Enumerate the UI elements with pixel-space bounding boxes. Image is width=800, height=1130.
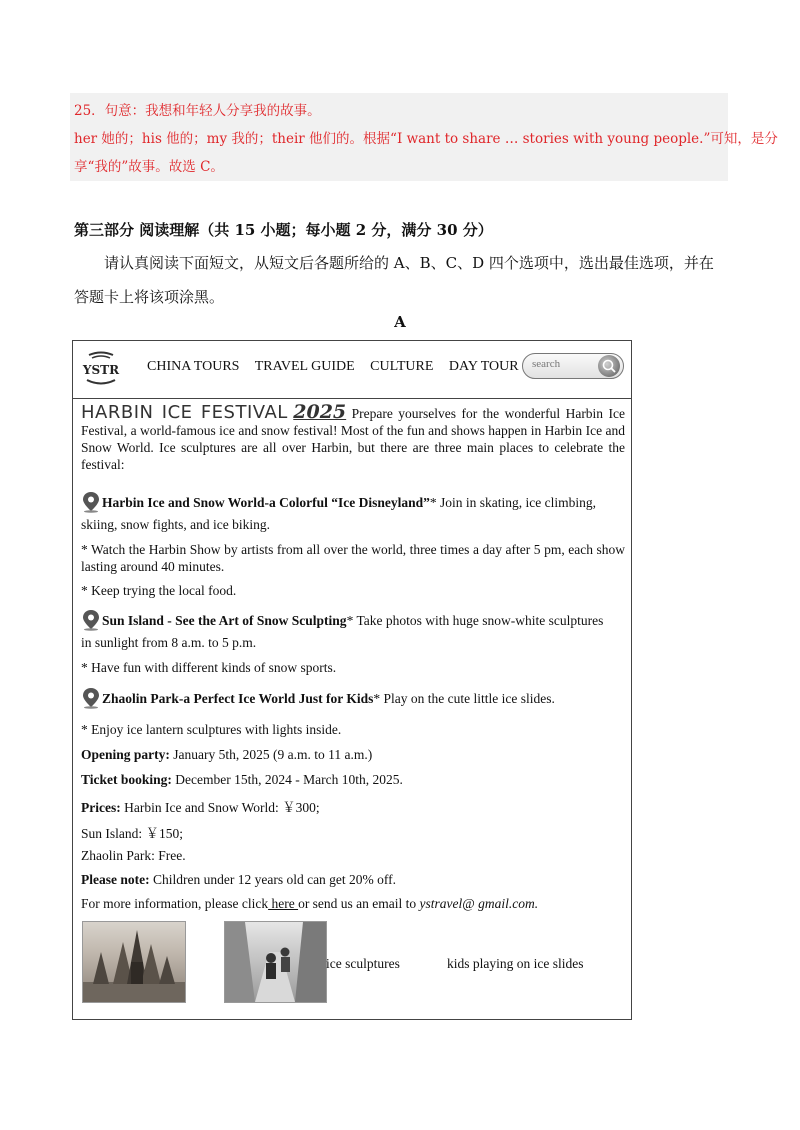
kids-on-ice-slides-photo bbox=[224, 921, 327, 1003]
more-information bbox=[81, 896, 538, 912]
nav-china-tours[interactable]: CHINA TOURS bbox=[147, 359, 240, 374]
nav-travel-guide[interactable]: TRAVEL GUIDE bbox=[254, 359, 355, 374]
place3-name: Zhaolin Park-a Perfect Ice World Just for Kids bbox=[102, 691, 374, 706]
location-pin-icon bbox=[81, 687, 101, 713]
price-zhaolin-park: Zhaolin Park: Free. bbox=[81, 848, 186, 863]
place2-item2: * Have fun with different kinds of snow sports. bbox=[81, 660, 337, 675]
place1-name: Harbin Ice and Snow World-a Colorful “Ice Disneyland” bbox=[102, 495, 430, 510]
answer-explanation-box bbox=[70, 93, 778, 181]
location-pin-icon bbox=[81, 609, 101, 635]
ticket-label: Ticket booking: bbox=[81, 772, 172, 787]
prices bbox=[81, 796, 320, 816]
place1-item1-cont: skiing, snow fights, and ice biking. bbox=[81, 517, 270, 532]
caption-ice-sculptures: ice sculptures bbox=[326, 956, 400, 971]
here-link[interactable]: here bbox=[268, 896, 299, 911]
place3-item1: * Play on the cute little ice slides. bbox=[373, 691, 555, 706]
place3-item2: * Enjoy ice lantern sculptures with lights inside. bbox=[81, 722, 342, 737]
place2-item1-cont: in sunlight from 8 a.m. to 5 p.m. bbox=[81, 635, 257, 650]
ystr-logo[interactable] bbox=[81, 349, 121, 389]
price-sun-island: Sun Island: ￥150; bbox=[81, 826, 184, 841]
note-value: Children under 12 years old can get 20% off. bbox=[149, 872, 397, 887]
place1-item2: * Watch the Harbin Show by artists from all over the world, three times a day after 5 pm, each show lasting around 40 minutes. bbox=[81, 542, 625, 574]
nav-day-tour[interactable]: DAY TOUR bbox=[448, 359, 519, 374]
prices-value: Harbin Ice and Snow World: ￥300; bbox=[120, 800, 320, 815]
please-note bbox=[81, 872, 396, 888]
note-label: Please note: bbox=[81, 872, 150, 887]
festival-title: HARBIN ICE FESTIVAL bbox=[81, 402, 288, 423]
caption-kids-ice-slides: kids playing on ice slides bbox=[447, 956, 584, 971]
search-icon[interactable] bbox=[598, 355, 620, 377]
place1-heading bbox=[81, 491, 596, 517]
intro-text: Prepare yourselves for the wonderful Harbin Ice Festival, a world-famous ice and snow festival! Most of the fun and shows happen in Harbin Ice and Snow World. Ice sculptures are all over Harbin, but there are three main places to celebrate the festival: bbox=[81, 406, 625, 472]
location-pin-icon bbox=[81, 491, 101, 517]
more-info-text: For more information, please click bbox=[81, 896, 269, 911]
search-placeholder: search bbox=[532, 358, 561, 370]
section-instruction: 请认真阅读下面短文，从短文后各题所给的 A、B、C、D 四个选项中，选出最佳选项，并在答题卡上将该项涂黑。 bbox=[74, 254, 714, 306]
opening-value: January 5th, 2025 (9 a.m. to 11 a.m.) bbox=[169, 747, 373, 762]
opening-party bbox=[81, 747, 372, 763]
email-address[interactable]: ystravel@ gmail.com. bbox=[419, 896, 539, 911]
answer-line-3: 享“我的”故事。故选 C。 bbox=[74, 159, 224, 175]
festival-year: 2025 bbox=[293, 401, 347, 423]
intro-paragraph bbox=[81, 401, 625, 473]
opening-label: Opening party: bbox=[81, 747, 170, 762]
travel-advertisement bbox=[72, 340, 632, 1020]
passage-label: A bbox=[394, 313, 406, 331]
ice-sculptures-photo bbox=[82, 921, 186, 1003]
ticket-value: December 15th, 2024 - March 10th, 2025. bbox=[171, 772, 403, 787]
place2-heading bbox=[81, 609, 603, 635]
top-navigation bbox=[147, 359, 531, 375]
place1-item3: * Keep trying the local food. bbox=[81, 583, 237, 598]
place2-item1: * Take photos with huge snow-white sculptures bbox=[346, 613, 604, 628]
place3-heading bbox=[81, 687, 555, 713]
ticket-booking bbox=[81, 772, 403, 788]
more-info-email-text: or send us an email to bbox=[298, 896, 420, 911]
prices-label: Prices: bbox=[81, 800, 121, 815]
search-input[interactable] bbox=[522, 353, 624, 379]
answer-line-2: her 她的；his 他的；my 我的；their 他们的。根据“I want to share … stories with young people.”可知，是分 bbox=[74, 131, 778, 147]
svg-text:YSTR: YSTR bbox=[82, 363, 120, 377]
nav-culture[interactable]: CULTURE bbox=[370, 359, 434, 374]
section-title: 第三部分 阅读理解（共 15 小题；每小题 2 分，满分 30 分） bbox=[74, 221, 493, 239]
ad-header bbox=[73, 341, 631, 399]
place2-name: Sun Island - See the Art of Snow Sculpting bbox=[102, 613, 347, 628]
answer-line-1: 25．句意：我想和年轻人分享我的故事。 bbox=[74, 103, 321, 119]
place1-item1: * Join in skating, ice climbing, bbox=[429, 495, 597, 510]
